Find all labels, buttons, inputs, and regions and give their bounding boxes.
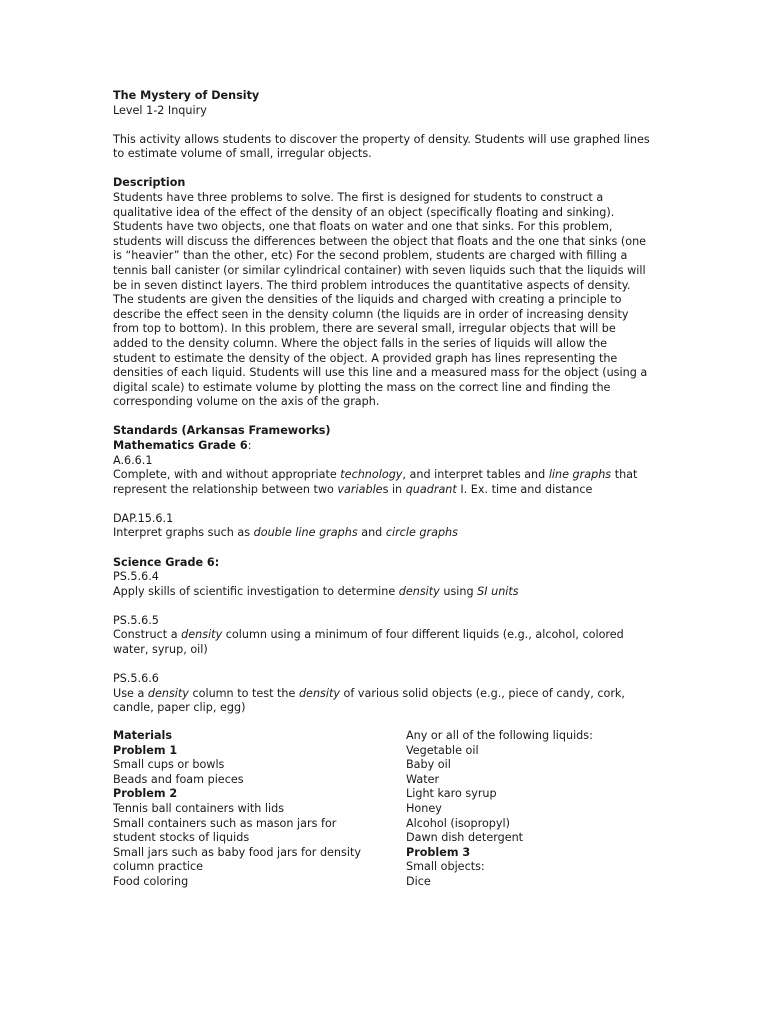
liquids-intro: Any or all of the following liquids: (406, 729, 593, 742)
italic-term: technology (340, 468, 403, 482)
text-run: Apply skills of scientific investigation to determine (113, 584, 399, 598)
description-line: be in seven distinct layers. The third problem introduces the quantitative aspects of density. (113, 278, 631, 292)
standard-code-dap: DAP.15.6.1 (113, 511, 174, 525)
text-run: Complete, with and without appropriate (113, 468, 341, 482)
materials-right-column (406, 729, 666, 890)
description-line: students will discuss the differences between the object that floats and the one that sinks (one (113, 234, 647, 248)
description-line: Students have two objects, one that floats on water and one that sinks. For this problem, (113, 220, 613, 234)
list-item: Alcohol (isopropyl) (406, 816, 510, 830)
text-run: , and interpret tables and (402, 468, 549, 482)
list-item: Small containers such as mason jars for (113, 816, 337, 830)
text-run: and (357, 526, 386, 540)
text-run: Use a (113, 686, 148, 700)
list-item: Water (406, 772, 440, 786)
standard-code-ps565: PS.5.6.5 (113, 613, 159, 627)
standard-text-ps565-line2: water, syrup, oil) (113, 643, 208, 656)
text-run: represent the relationship between two (113, 482, 338, 496)
list-item: Small cups or bowls (113, 758, 225, 772)
list-item: Beads and foam pieces (113, 772, 244, 786)
text-run: Construct a (113, 628, 182, 642)
problem1-heading: Problem 1 (113, 743, 178, 757)
list-item: Small jars such as baby food jars for density (113, 845, 361, 859)
italic-term: quadrant (405, 482, 457, 496)
problem3-heading: Problem 3 (406, 845, 471, 859)
text-run: column using a minimum of four different liquids (e.g., alcohol, colored (222, 628, 624, 642)
list-item: Small objects: (406, 860, 485, 874)
description-line: is “heavier” than the other, etc) For the second problem, students are charged with filling a (113, 249, 628, 263)
italic-term: density (147, 686, 189, 700)
list-item: Light karo syrup (406, 787, 497, 801)
description-line: tennis ball canister (or similar cylindrical container) with seven liquids such that the liquids will (113, 263, 646, 277)
italic-term: variable (337, 482, 383, 496)
science-grade-heading: Science Grade 6: (113, 555, 220, 569)
standard-text-dap (113, 526, 658, 541)
math-grade-heading (113, 439, 658, 454)
standard-text-a661 (113, 468, 658, 483)
standard-text-ps566-line2: candle, paper clip, egg) (113, 701, 246, 715)
document-body (113, 89, 658, 716)
italic-term: density (298, 686, 340, 700)
italic-term: double line graphs (253, 526, 358, 540)
list-item: Tennis ball containers with lids (113, 801, 285, 815)
math-grade-label: Mathematics Grade 6 (113, 438, 248, 452)
list-item: student stocks of liquids (113, 831, 250, 845)
text-run: Interpret graphs such as (113, 526, 254, 540)
problem2-heading: Problem 2 (113, 787, 178, 801)
standard-code-a661: A.6.6.1 (113, 453, 153, 467)
intro-paragraph: This activity allows students to discover the property of density. Students will use graphed lines to estimate volume of small, irregular objects. (113, 132, 650, 161)
description-line: digital scale) to estimate volume by plotting the mass on the correct line and finding the (113, 380, 611, 394)
standard-code-ps566: PS.5.6.6 (113, 672, 159, 686)
materials-left-column (113, 729, 383, 890)
text-run: that (611, 468, 638, 482)
text-run: column to test the (188, 686, 299, 700)
italic-term: density (398, 584, 440, 598)
description-line: from top to bottom). In this problem, there are several small, irregular objects that will be (113, 322, 616, 336)
standard-text-a661-line2 (113, 483, 658, 498)
description-line: added to the density column. Where the object falls in the series of liquids will allow the (113, 336, 608, 350)
list-item: Dice (406, 874, 431, 888)
standard-text-ps566 (113, 687, 658, 702)
list-item: column practice (113, 860, 203, 874)
materials-heading: Materials (113, 729, 173, 742)
text-run: s in (382, 482, 406, 496)
text-run: using (439, 584, 478, 598)
italic-term: circle graphs (385, 526, 458, 540)
text-run: I. Ex. time and distance (456, 482, 593, 496)
list-item: Dawn dish detergent (406, 831, 524, 845)
italic-term: line graphs (548, 468, 612, 482)
list-item: Vegetable oil (406, 743, 479, 757)
standard-text-ps565 (113, 628, 658, 643)
level-label: Level 1-2 Inquiry (113, 103, 207, 117)
list-item: Baby oil (406, 758, 451, 772)
description-paragraph (113, 191, 658, 410)
description-line: densities of each liquid. Students will use this line and a measured mass for the object (using a (113, 366, 648, 380)
document-title: The Mystery of Density (113, 89, 260, 102)
standard-code-ps564: PS.5.6.4 (113, 570, 159, 584)
description-heading: Description (113, 176, 186, 190)
list-item: Honey (406, 801, 442, 815)
description-line: student to estimate the density of the object. A provided graph has lines representing the (113, 351, 618, 365)
italic-term: density (181, 628, 223, 642)
description-line: describe the effect seen in the density column (the liquids are in order of increasing density (113, 307, 629, 321)
standards-heading: Standards (Arkansas Frameworks) (113, 424, 331, 438)
math-grade-colon: : (247, 438, 252, 452)
italic-term: SI units (477, 584, 519, 598)
description-line: The students are given the densities of the liquids and charged with creating a principle to (113, 293, 622, 307)
list-item: Food coloring (113, 874, 189, 888)
standard-text-ps564 (113, 585, 658, 600)
text-run: of various solid objects (e.g., piece of candy, cork, (339, 686, 625, 700)
description-line: corresponding volume on the axis of the graph. (113, 395, 380, 409)
description-line: qualitative idea of the effect of the density of an object (specifically floating and sinking). (113, 205, 615, 219)
description-line: Students have three problems to solve. The first is designed for students to construct a (113, 190, 604, 204)
